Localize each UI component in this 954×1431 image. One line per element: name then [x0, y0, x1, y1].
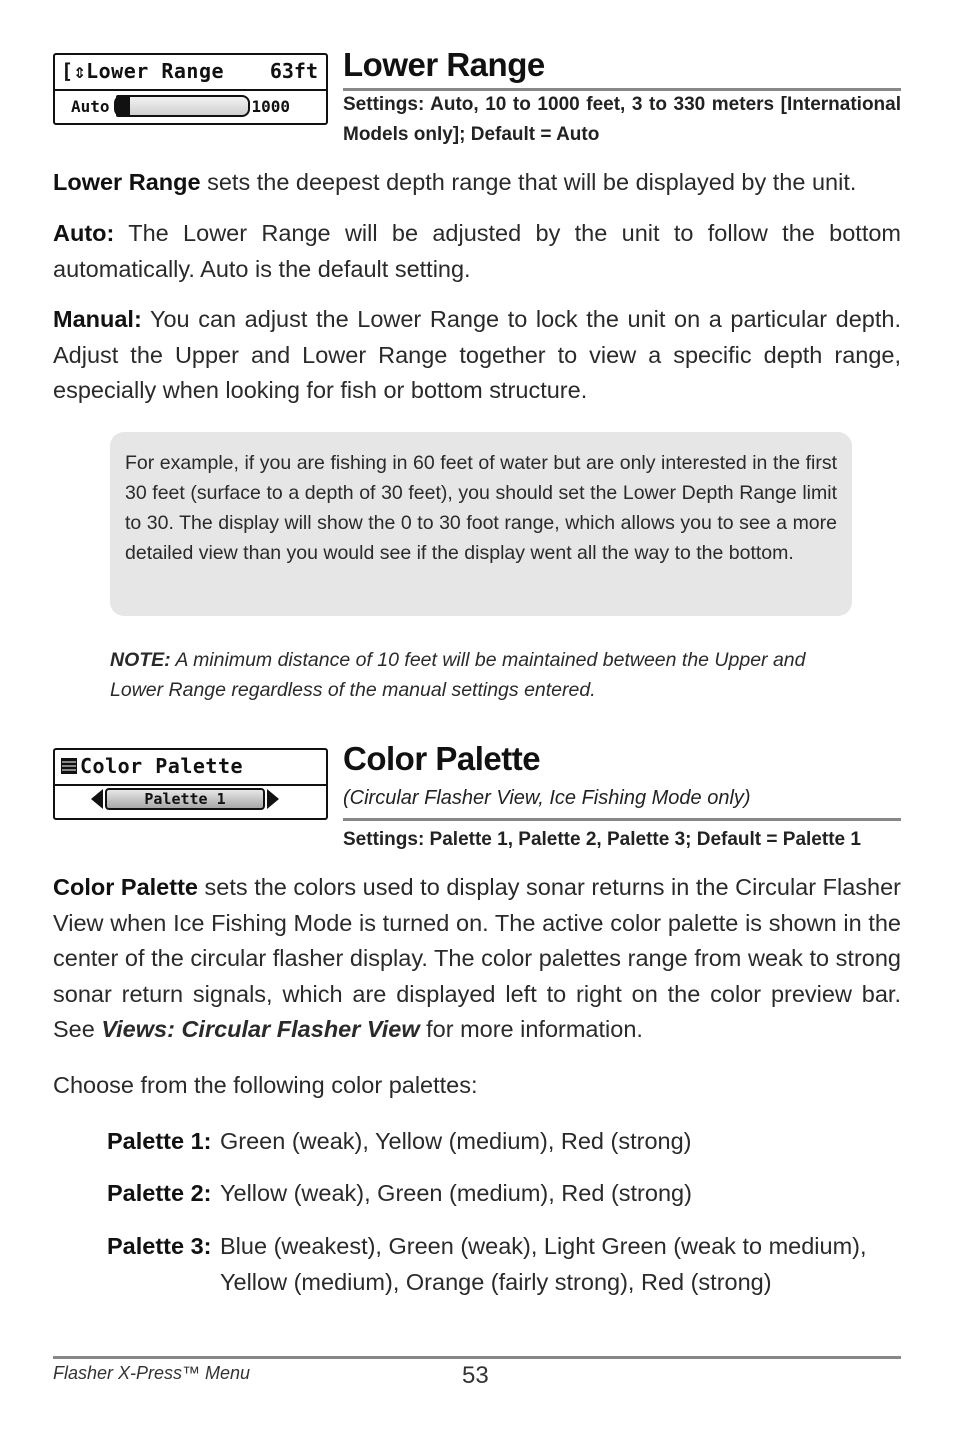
max-label: 1000 [251, 96, 291, 116]
note [110, 645, 850, 705]
right-arrow-icon [267, 789, 279, 809]
example-callout: For example, if you are fishing in 60 feet of water but are only interested in the first 30 feet (surface to a depth of 30 feet), you should set the Lower Depth Range limit to 30. The display will show the 0 to 30 foot range, which allows you to see a more detailed view than you would see if the display went all the way to the bottom. [110, 432, 852, 616]
slider-knob [116, 95, 130, 117]
paragraph-text: You can adjust the Lower Range to lock the unit on a particular depth. Adjust the Upper and Lower Range together to view a specific depth range, especially when looking for fish or bottom structure. [53, 306, 901, 403]
lower-range-settings: Settings: Auto, 10 to 1000 feet, 3 to 330 meters [International Models only]; Default = Auto [343, 94, 901, 145]
palette-description: Blue (weakest), Green (weak), Light Green (weak to medium), Yellow (medium), Orange (fairly strong), Red (strong) [220, 1233, 867, 1295]
palette-icon [61, 758, 77, 774]
palette-label: Palette 2: [107, 1180, 212, 1206]
lower-range-heading: Lower Range [343, 46, 545, 83]
paragraph-text-end: for more information. [419, 1016, 643, 1042]
footer-section-title: Flasher X-Press™ Menu [53, 1363, 251, 1383]
term: Manual: [53, 306, 142, 332]
range-slider [114, 95, 250, 117]
menu-divider [55, 784, 326, 786]
color-palette-menu-title [61, 754, 243, 778]
paragraph-text: sets the colors used to display sonar returns in the Circular Flasher View when Ice Fishing Mode is turned on. The active color palette is shown in the center of the circular flasher display. The color palettes range from weak to strong sonar return signals, which are displayed left to right on the color preview bar. See [53, 874, 901, 1042]
term: Color Palette [53, 874, 198, 900]
lower-range-menu-value: 63ft [269, 59, 318, 83]
palette-description: Yellow (weak), Green (medium), Red (strong) [220, 1180, 692, 1206]
palette-label: Palette 1: [107, 1128, 212, 1154]
paragraph-text: The Lower Range will be adjusted by the unit to follow the bottom automatically. Auto is the default setting. [53, 220, 901, 282]
auto-paragraph [53, 216, 901, 287]
lower-range-paragraph [53, 165, 901, 201]
palette-description: Green (weak), Yellow (medium), Red (strong) [220, 1128, 692, 1154]
list-item [107, 1176, 907, 1212]
menu-title-text: Color Palette [80, 754, 244, 778]
menu-title-text: Lower Range [86, 59, 225, 83]
list-item [107, 1229, 887, 1300]
cross-reference: Views: Circular Flasher View [101, 1016, 420, 1042]
color-palette-subtitle: (Circular Flasher View, Ice Fishing Mode only) [343, 787, 751, 809]
color-palette-heading: Color Palette [343, 740, 541, 777]
color-palette-heading-rule [343, 818, 901, 821]
term: Auto: [53, 220, 115, 246]
page-number: 53 [462, 1362, 489, 1389]
palette-value: Palette 1 [105, 788, 265, 810]
list-item [107, 1124, 907, 1160]
lower-range-menu-title [61, 59, 224, 83]
note-label: NOTE: [110, 649, 171, 671]
palette-label: Palette 3: [107, 1233, 212, 1259]
color-palette-menu-widget [53, 748, 328, 820]
manual-paragraph [53, 302, 901, 409]
palette-selector [91, 788, 279, 810]
color-palette-settings: Settings: Palette 1, Palette 2, Palette 3; Default = Palette 1 [343, 829, 861, 850]
menu-divider [55, 89, 326, 91]
color-palette-paragraph [53, 870, 901, 1048]
paragraph-text: sets the deepest depth range that will be displayed by the unit. [200, 169, 857, 195]
left-arrow-icon [91, 789, 103, 809]
lower-range-menu-widget [53, 53, 328, 125]
auto-label: Auto [71, 96, 110, 116]
note-text: A minimum distance of 10 feet will be maintained between the Upper and Lower Range regardless of the manual settings entered. [110, 649, 806, 701]
up-down-arrow-icon: [⇕ [61, 59, 87, 83]
lower-range-slider-row [71, 95, 290, 117]
footer-rule [53, 1356, 901, 1359]
choose-paragraph: Choose from the following color palettes: [53, 1072, 478, 1098]
term: Lower Range [53, 169, 201, 195]
